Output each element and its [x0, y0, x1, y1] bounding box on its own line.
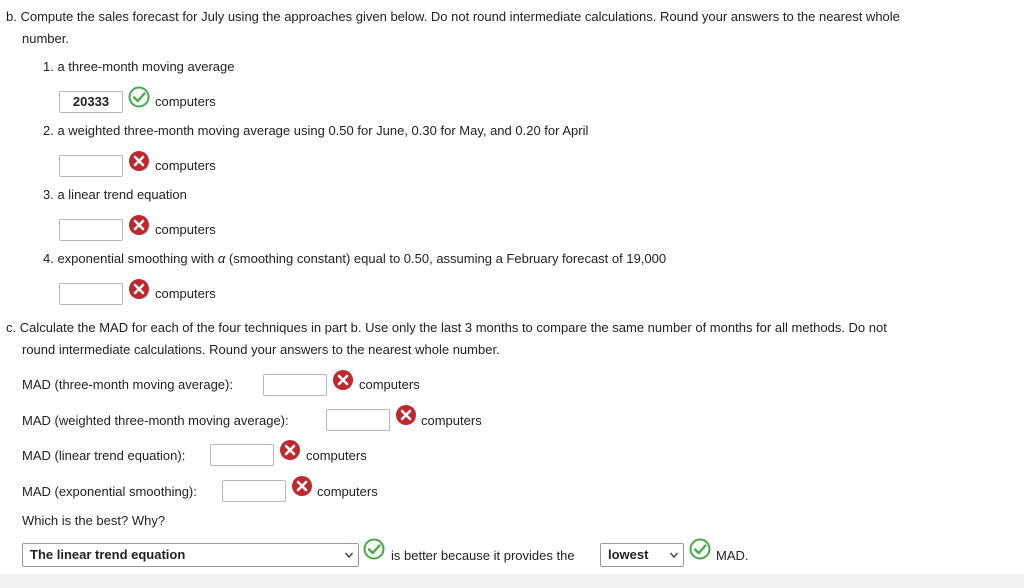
- item-2-answer-input[interactable]: [59, 155, 123, 177]
- mad-1-unit: computers: [359, 377, 420, 392]
- mad-4-unit: computers: [317, 484, 378, 499]
- mad-1-input[interactable]: [263, 374, 327, 396]
- mad-2-unit: computers: [421, 413, 482, 428]
- cross-icon: [128, 278, 150, 300]
- mad-2-input[interactable]: [326, 409, 390, 431]
- lowest-highest-select[interactable]: [600, 543, 684, 567]
- item-4-label-pre: 4. exponential smoothing with: [43, 251, 218, 266]
- cross-icon: [279, 439, 301, 461]
- part-b-intro-line1: b. Compute the sales forecast for July using the approaches given below. Do not round intermediate calculations. Round your answers to the nearest whole: [6, 9, 900, 24]
- item-1-label: 1. a three-month moving average: [43, 59, 235, 74]
- cross-icon: [395, 404, 417, 426]
- bottom-scroll-area: [0, 574, 1024, 588]
- check-icon: [363, 538, 385, 560]
- mad-3-label: MAD (linear trend equation):: [22, 448, 186, 463]
- mad-4-label: MAD (exponential smoothing):: [22, 484, 197, 499]
- item-3-answer-input[interactable]: [59, 219, 123, 241]
- alpha-symbol: α: [217, 251, 226, 266]
- reason-text: is better because it provides the: [391, 548, 575, 563]
- mad-end-text: MAD.: [716, 548, 749, 563]
- mad-2-label: MAD (weighted three-month moving average):: [22, 413, 289, 428]
- chevron-down-icon: [669, 544, 679, 566]
- cross-icon: [291, 475, 313, 497]
- mad-3-unit: computers: [306, 448, 367, 463]
- check-icon: [128, 86, 150, 108]
- part-c-instructions: [6, 317, 1006, 361]
- cross-icon: [332, 369, 354, 391]
- mad-3-input[interactable]: [210, 444, 274, 466]
- cross-icon: [128, 150, 150, 172]
- mad-1-label: MAD (three-month moving average):: [22, 377, 233, 392]
- mad-4-input[interactable]: [222, 480, 286, 502]
- item-1-unit: computers: [155, 94, 216, 109]
- item-3-label: 3. a linear trend equation: [43, 187, 187, 202]
- cross-icon: [128, 214, 150, 236]
- part-c-intro-line1: c. Calculate the MAD for each of the four techniques in part b. Use only the last 3 months to compare the same number of months for all methods. Do not: [6, 320, 887, 335]
- best-question: Which is the best? Why?: [22, 513, 166, 528]
- best-method-select-value: The linear trend equation: [30, 547, 186, 562]
- item-1-answer-input[interactable]: 20333: [59, 91, 123, 113]
- part-c-intro-line2: round intermediate calculations. Round your answers to the nearest whole number.: [22, 342, 500, 357]
- item-4-label-post: (smoothing constant) equal to 0.50, assuming a February forecast of 19,000: [225, 251, 667, 266]
- lowest-highest-select-value: lowest: [608, 547, 649, 562]
- item-2-label: 2. a weighted three-month moving average using 0.50 for June, 0.30 for May, and 0.20 for April: [43, 123, 589, 138]
- item-4-unit: computers: [155, 286, 216, 301]
- item-2-unit: computers: [155, 158, 216, 173]
- check-icon: [689, 538, 711, 560]
- best-method-select[interactable]: [22, 543, 359, 567]
- item-3-unit: computers: [155, 222, 216, 237]
- part-b-intro-line2: number.: [22, 31, 69, 46]
- item-4-label: [43, 251, 666, 266]
- item-4-answer-input[interactable]: [59, 283, 123, 305]
- chevron-down-icon: [344, 544, 354, 566]
- part-b-instructions: [6, 6, 1006, 50]
